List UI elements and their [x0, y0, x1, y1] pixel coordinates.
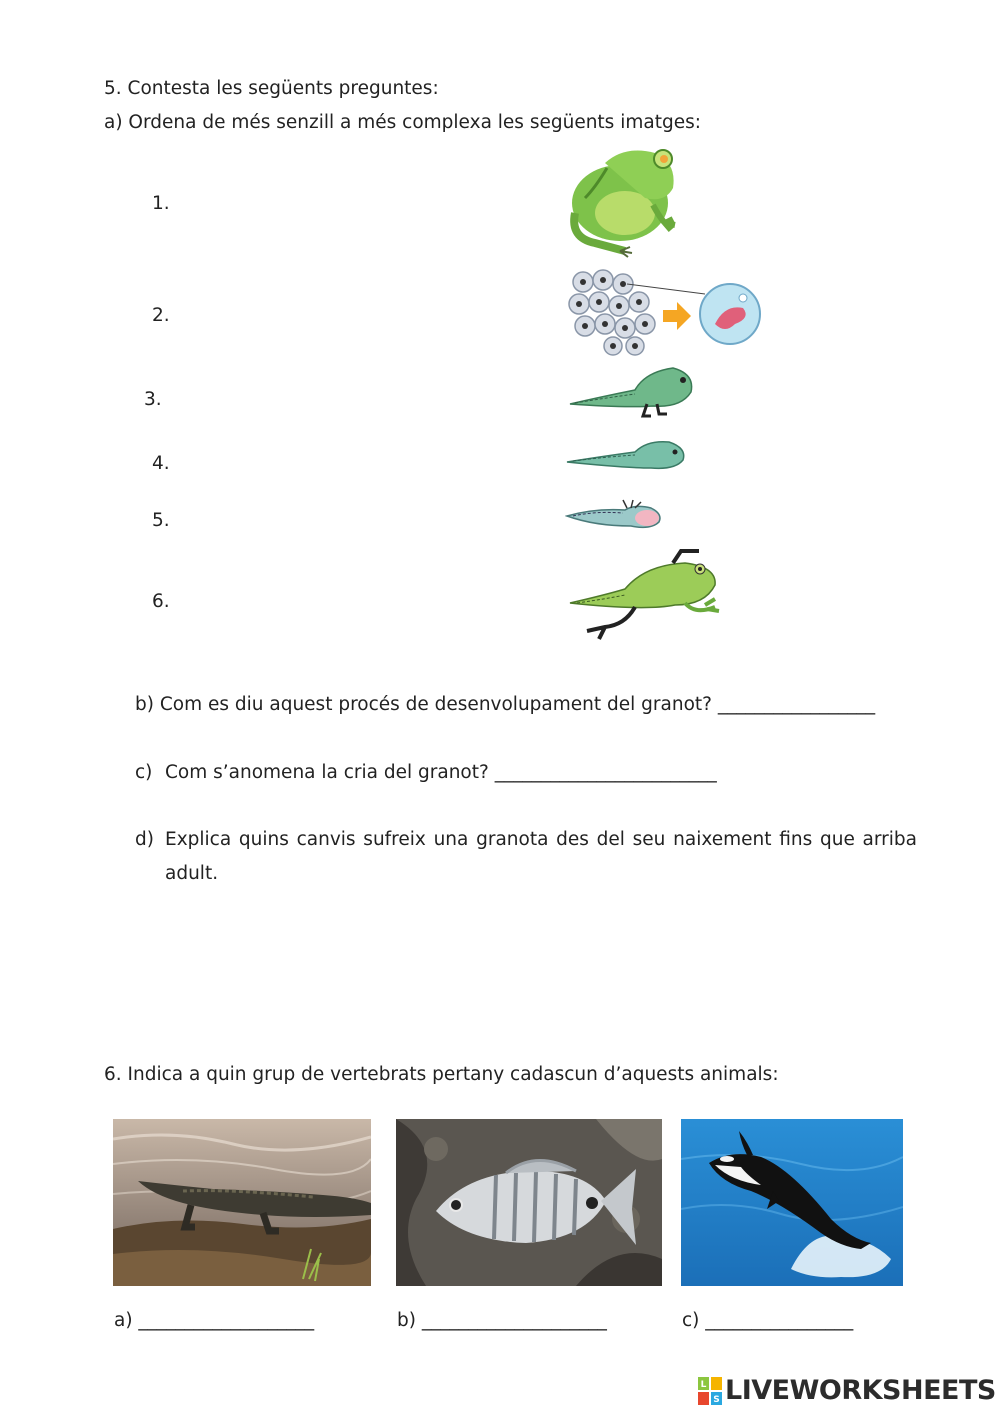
- question-5b-text: b) Com es diu aquest procés de desenvolupament del granot? _________________: [135, 694, 876, 715]
- question-5c-text: Com s’anomena la cria del granot? ________________________: [165, 762, 717, 783]
- list-item-number: 4.: [152, 453, 170, 474]
- tadpole-with-legs-icon: [565, 362, 700, 420]
- list-item-number: 6.: [152, 591, 170, 612]
- tadpole-icon: [565, 436, 690, 476]
- answer-line-b[interactable]: b) ____________________: [397, 1310, 607, 1331]
- answer-line-a[interactable]: a) ___________________: [114, 1310, 315, 1331]
- question-6-heading: 6. Indica a quin grup de vertebrats pertany cadascun d’aquests animals:: [104, 1064, 779, 1085]
- question-5-heading: 5. Contesta les següents preguntes:: [104, 78, 439, 99]
- liveworksheets-logo: [697, 1375, 996, 1406]
- list-item-number: 2.: [152, 305, 170, 326]
- answer-line-c[interactable]: c) ________________: [682, 1310, 854, 1331]
- logo-icon-letter: L: [700, 1379, 707, 1390]
- orca-photo: [681, 1119, 903, 1286]
- list-item-number: 1.: [152, 193, 170, 214]
- frog-adult-icon: [565, 143, 690, 258]
- frog-eggs-icon: [565, 262, 770, 357]
- crocodile-photo: [113, 1119, 371, 1286]
- young-tadpole-icon: [565, 498, 665, 534]
- question-5a-instruction: a) Ordena de més senzill a més complexa les següents imatges:: [104, 112, 701, 133]
- question-5d-text: Explica quins canvis sufreix una granota des del seu naixement fins que arriba adult.: [165, 829, 917, 884]
- list-item-number: 3.: [144, 389, 162, 410]
- question-5d-label: d): [135, 829, 154, 850]
- question-5c-label: c): [135, 762, 153, 783]
- list-item-number: 5.: [152, 510, 170, 531]
- liveworksheets-logo-text: LIVEWORKSHEETS: [725, 1375, 996, 1406]
- froglet-icon: [565, 545, 725, 650]
- fish-photo: [396, 1119, 662, 1286]
- liveworksheets-logo-icon: [697, 1376, 723, 1406]
- logo-icon-letter: S: [713, 1394, 720, 1405]
